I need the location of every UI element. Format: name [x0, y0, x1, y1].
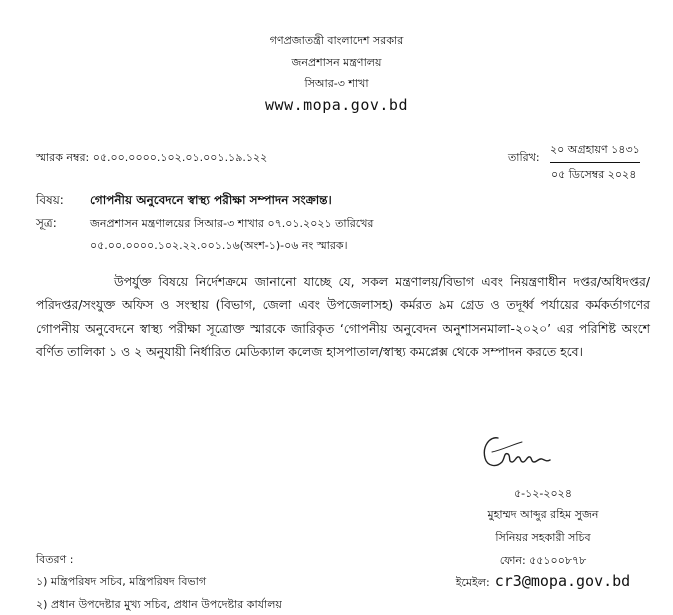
date-bangla: ২০ অগ্রহায়ণ ১৪৩১: [550, 141, 640, 163]
email-label: ইমেইল:: [455, 576, 490, 589]
subject-label: বিষয়:: [36, 193, 64, 207]
signatory-phone: ফোন: ৫৫১০০৮৭৮: [499, 554, 587, 567]
memo-number: স্মারক নম্বর: ০৫.০০.০০০০.১০২.০১.০০১.১৯.১২২: [36, 151, 268, 164]
reference-line-2: ০৫.০০.০০০০.১০২.২২.০০১.১৬(অংশ-১)-০৬ নং স্মারক।: [90, 239, 348, 252]
header-section: সিআর-৩ শাখা: [304, 77, 369, 90]
subject-text: গোপনীয় অনুবেদনে স্বাস্থ্য পরীক্ষা সম্পাদন সংক্রান্ত।: [90, 193, 332, 207]
handwritten-signature: [478, 432, 554, 478]
reference-label: সূত্র:: [36, 216, 57, 230]
distribution-title: বিতরণ :: [36, 553, 74, 566]
distribution-item-1: ১) মন্ত্রিপরিষদ সচিব, মন্ত্রিপরিষদ বিভাগ: [36, 575, 207, 588]
date-english: ০৫ ডিসেম্বর ২০২৪: [551, 168, 637, 181]
reference-line-1: জনপ্রশাসন মন্ত্রণালয়ের সিআর-৩ শাখার ০৭.০১.২০২১ তারিখের: [90, 217, 374, 230]
signatory-email[interactable]: cr3@mopa.gov.bd: [494, 572, 631, 590]
distribution-item-2: ২) প্রধান উপদেষ্টার মুখ্য সচিব, প্রধান উপদেষ্টার কার্যালয়: [36, 598, 282, 611]
signature-date: ৫-১২-২০২৪: [514, 487, 572, 500]
signatory-name: মুহাম্মদ আব্দুর রহিম সুজন: [487, 508, 599, 521]
header-government: গণপ্রজাতন্ত্রী বাংলাদেশ সরকার: [269, 34, 404, 47]
body-paragraph: উপর্যুক্ত বিষয়ে নির্দেশক্রমে জানানো যাচ্ছে যে, সকল মন্ত্রণালয়/বিভাগ এবং নিয়ন্ত্রণাধীন দপ্তর/অধিদপ্তর/পরিদপ্তর/সংযুক্ত অফিস ও সংস্থায় (বিভাগ, জেলা এবং উপজেলাসহ) কর্মরত ৯ম গ্রেড ও তদূর্ধ্ব পর্যায়ের কর্মকর্তাগণের গোপনীয় অনুবেদনে স্বাস্থ্য পরীক্ষা সূত্রোক্ত স্মারকে জারিকৃত ‘গোপনীয় অনুবেদন অনুশাসনমালা-২০২০’ এর পরিশিষ্ট অংশে বর্ণিত তালিকা ১ ও ২ অনুযায়ী নির্ধারিত মেডিক্যাল কলেজ হাসপাতাল/স্বাস্থ্য কমপ্লেক্স থেকে সম্পাদন করতে হবে।: [36, 274, 650, 360]
header-ministry: জনপ্রশাসন মন্ত্রণালয়: [291, 56, 382, 69]
date-label: তারিখ:: [508, 151, 540, 164]
header-website[interactable]: www.mopa.gov.bd: [265, 96, 408, 114]
signatory-designation: সিনিয়র সহকারী সচিব: [495, 531, 591, 544]
